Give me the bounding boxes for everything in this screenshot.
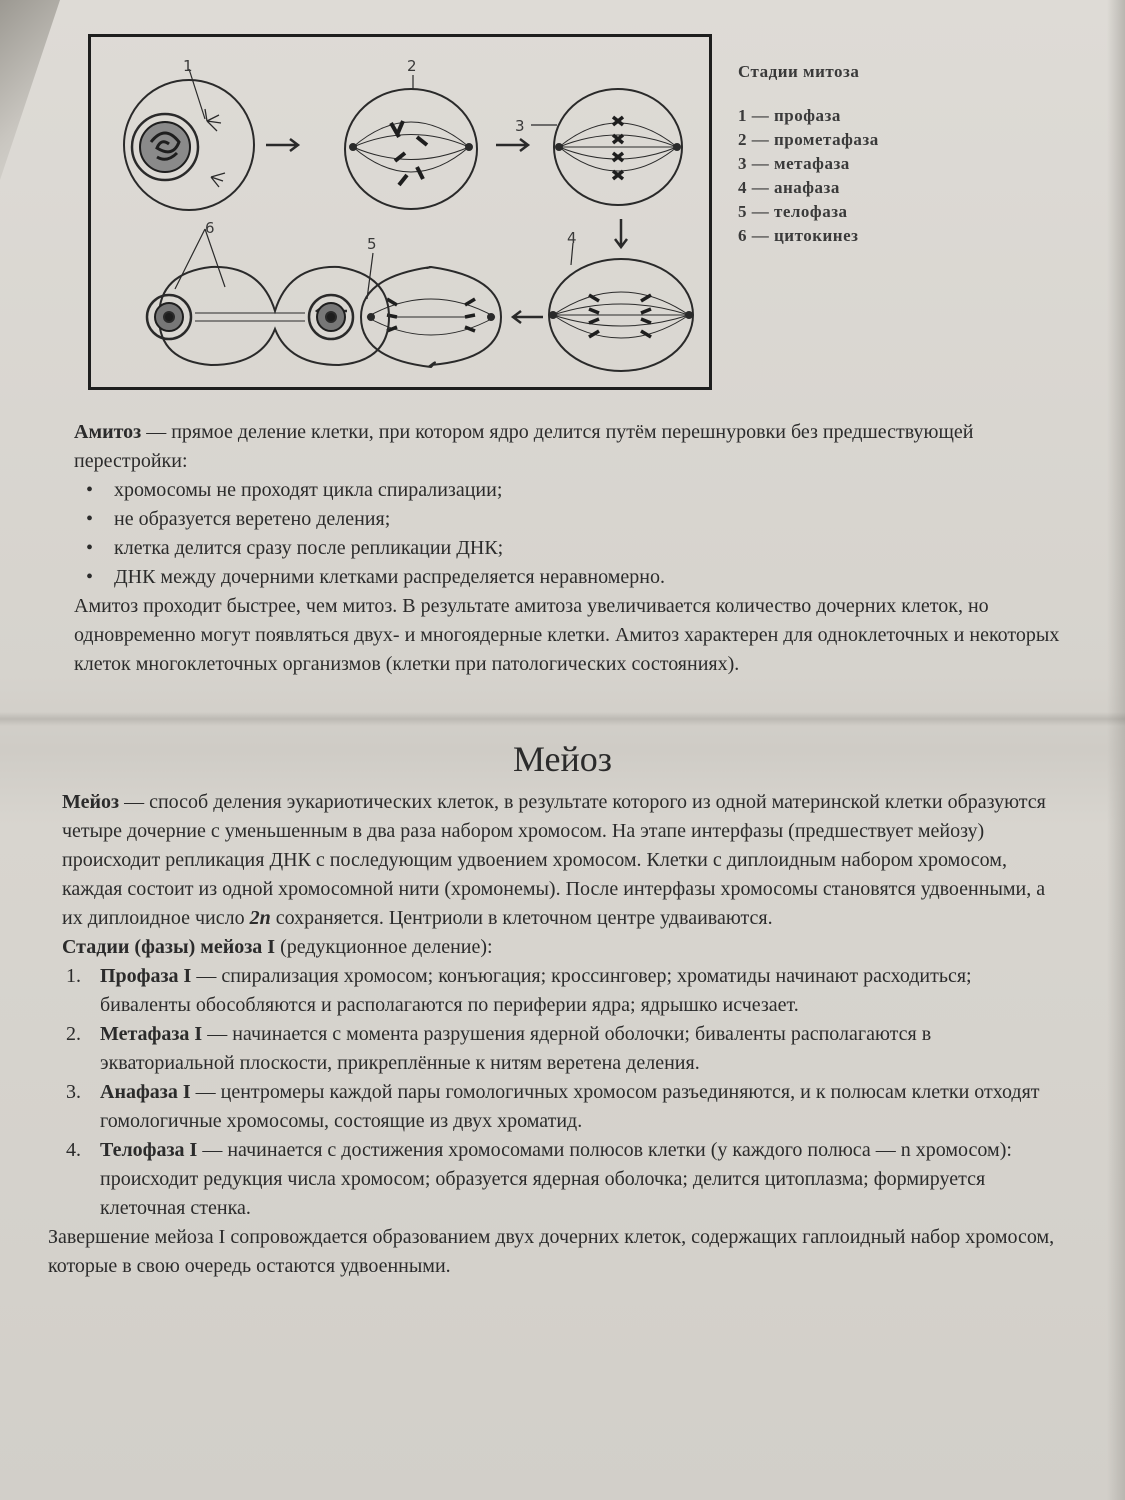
cell-prophase (124, 69, 254, 210)
cell-anaphase (549, 243, 693, 371)
mitosis-illustration (91, 37, 709, 387)
stage-name: Профаза I (100, 965, 192, 987)
legend-item: 1 — профаза (738, 106, 841, 125)
meiosis-intro-text: — способ деления эукариотических клеток, в результате которого из одной материнской клетки образуются четыре дочерние с уменьшенным в два раза набором хромосом. На этапе интерфазы (предшествует мейозу) происходит репликация ДНК с последующим удвоением хромосом. Клетки с диплоидным набором хромосом, каждая состоит из одной хромосомной нити (хромонемы). После интерфазы хромосомы становятся удвоенными, а их диплоидное число (62, 791, 1046, 929)
cell-cytokinesis (147, 229, 389, 365)
stage-text: — центромеры каждой пары гомологичных хромосом разъединяются, и к полюсам клетки отходят гомологичные хромосомы, состоящие из двух хроматид. (100, 1081, 1040, 1132)
paper-fold (0, 712, 1125, 726)
stages-title: Стадии (фазы) мейоза I (62, 936, 276, 958)
meiosis-heading: Мейоз (513, 739, 612, 779)
list-number: 3. (66, 1081, 81, 1103)
meiosis-conclusion: Завершение мейоза I сопровождается образованием двух дочерних клеток, содержащих гаплоидный набор хромосом, которые в свою очередь остаются удвоенными. (48, 1226, 1055, 1277)
amitosis-section (74, 418, 1064, 679)
stage-label: 6 (205, 219, 215, 237)
meiosis-stages-list (62, 962, 1062, 1223)
legend-title: Стадии митоза (738, 62, 860, 81)
list-item (66, 1078, 1062, 1136)
arrow-right-icon (496, 139, 528, 151)
list-number: 4. (66, 1139, 81, 1161)
stage-name: Метафаза I (100, 1023, 203, 1045)
meiosis-intro (62, 788, 1062, 933)
amitosis-bullet-list (74, 476, 1064, 592)
stage-label: 1 (183, 57, 193, 75)
amitosis-definition-text: — прямое деление клетки, при котором ядро делится путём перешнуровки без предшествующей перестройки: (74, 421, 974, 472)
list-item (66, 1136, 1062, 1223)
list-item: • хромосомы не проходят цикла спирализации; (114, 476, 1064, 505)
stage-text: — спирализация хромосом; конъюгация; кроссинговер; хроматиды начинают расходиться; биваленты обособляются и располагаются по периферии ядра; ядрышко исчезает. (100, 965, 972, 1016)
cell-telophase (361, 253, 501, 367)
amitosis-term: Амитоз (74, 421, 142, 443)
legend-item: 2 — прометафаза (738, 130, 879, 149)
meiosis-intro-text-end: сохраняется. Центриоли в клеточном центре удваиваются. (270, 907, 773, 929)
list-item: • ДНК между дочерними клетками распределяется неравномерно. (114, 563, 1064, 592)
legend-item: 3 — метафаза (738, 154, 850, 173)
amitosis-definition (74, 418, 1064, 476)
meiosis-section (48, 788, 1062, 1281)
page-corner-shadow (0, 0, 60, 180)
stage-label: 4 (567, 229, 577, 247)
list-item (66, 962, 1062, 1020)
list-number: 2. (66, 1023, 81, 1045)
cell-prometaphase (345, 75, 477, 209)
stage-label: 3 (515, 117, 525, 135)
stages-header (62, 933, 1062, 962)
meiosis-term: Мейоз (62, 791, 120, 813)
list-number: 1. (66, 965, 81, 987)
stage-name: Телофаза I (100, 1139, 198, 1161)
stage-label: 2 (407, 57, 417, 75)
stage-label: 5 (367, 235, 377, 253)
arrow-right-icon (266, 139, 298, 151)
mitosis-legend (738, 62, 879, 248)
legend-item: 4 — анафаза (738, 178, 840, 197)
list-item: • не образуется веретено деления; (114, 505, 1064, 534)
list-item (66, 1020, 1062, 1078)
arrow-down-icon (615, 219, 627, 247)
cell-metaphase (531, 89, 682, 205)
stage-text: — начинается с момента разрушения ядерной оболочки; биваленты располагаются в экваториальной плоскости, прикреплённые к нитям веретена деления. (100, 1023, 932, 1074)
mitosis-diagram (88, 34, 712, 390)
arrow-left-icon (513, 311, 543, 323)
stage-text: — начинается с достижения хромосомами полюсов клетки (у каждого полюса — n хромосом): происходит редукция числа хромосом; образуется ядерная оболочка; делится цитоплазма; формируется клеточная стенка. (100, 1139, 1012, 1219)
stages-note: (редукционное деление): (275, 936, 493, 958)
legend-item: 5 — телофаза (738, 202, 848, 221)
legend-item: 6 — цитокинез (738, 226, 859, 245)
amitosis-paragraph: Амитоз проходит быстрее, чем митоз. В результате амитоза увеличивается количество дочерних клеток, но одновременно могут появляться двух- и многоядерные клетки. Амитоз характерен для одноклеточных и некоторых клеток многоклеточных организмов (клетки при патологических состояниях). (74, 595, 1060, 675)
list-item: • клетка делится сразу после репликации ДНК; (114, 534, 1064, 563)
stage-name: Анафаза I (100, 1081, 191, 1103)
diploid-number: 2n (249, 907, 271, 929)
